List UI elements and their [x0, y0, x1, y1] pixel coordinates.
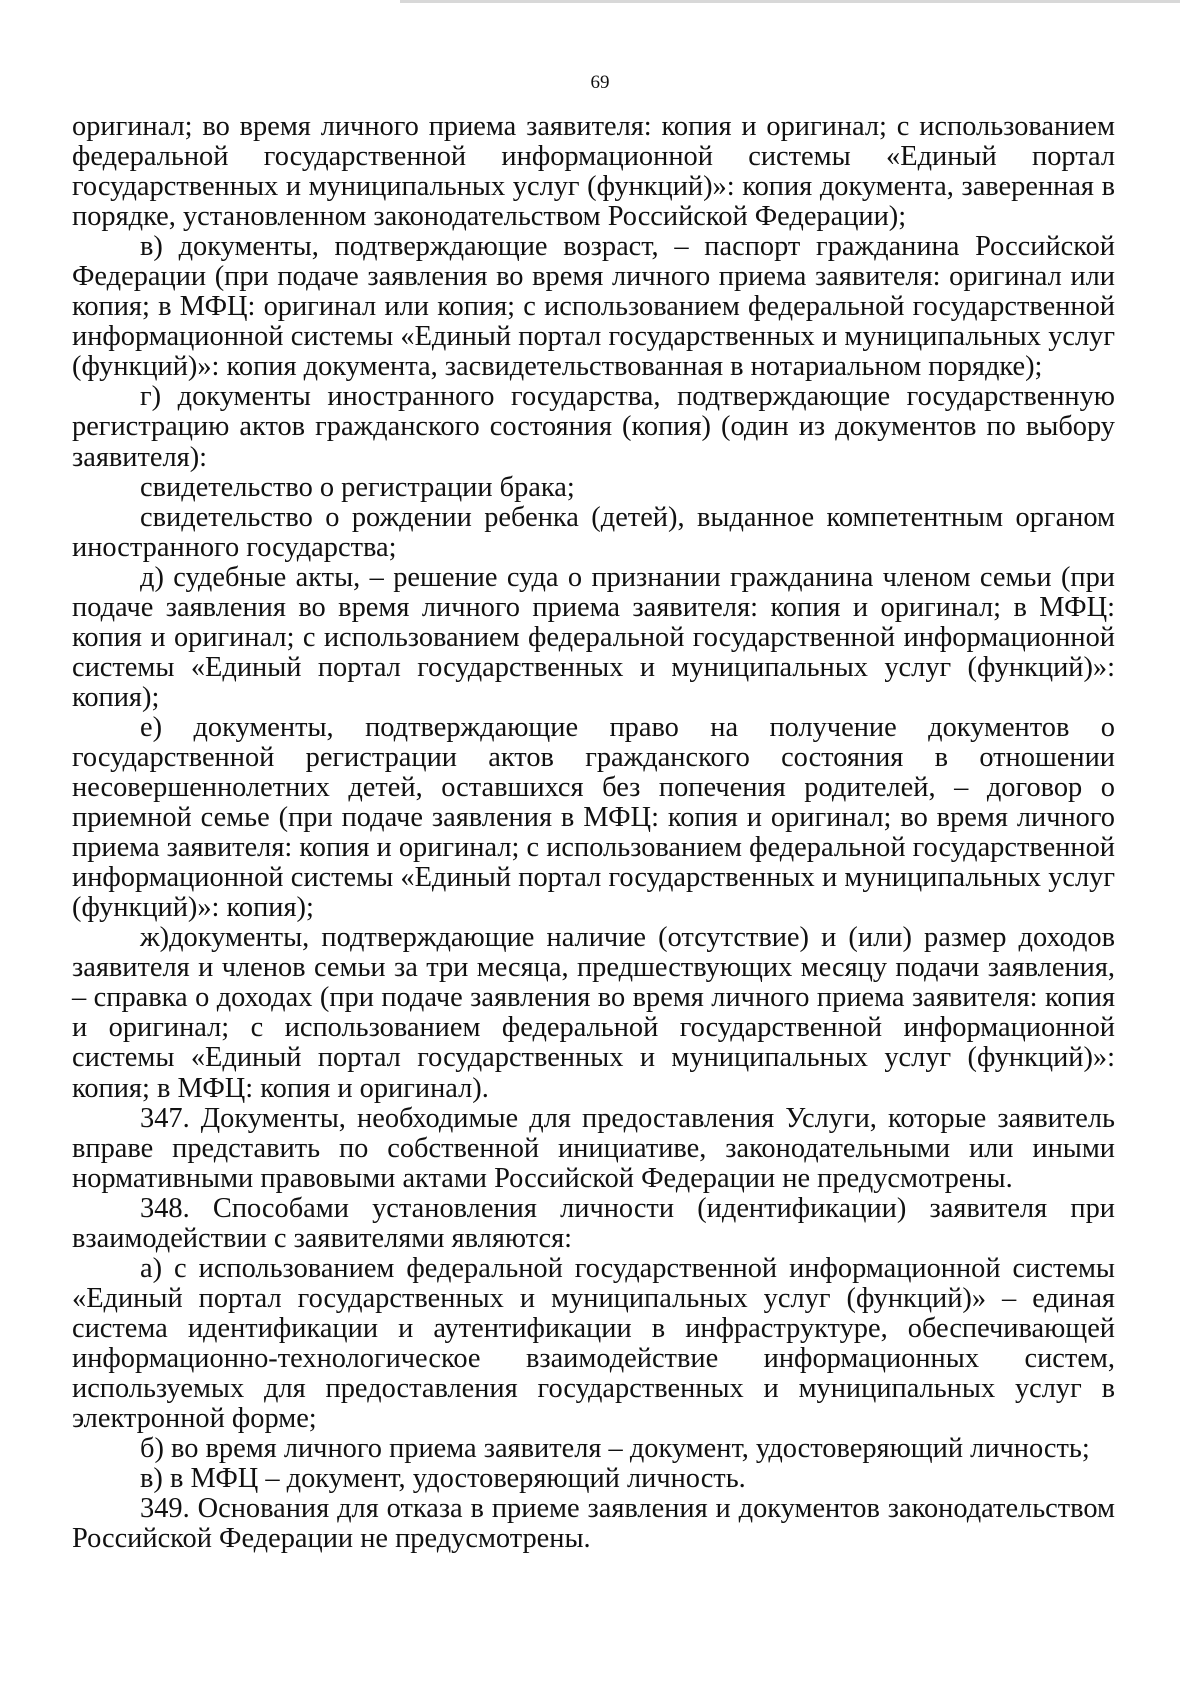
page-number: 69 — [590, 72, 610, 93]
paragraph-marriage-certificate: свидетельство о регистрации брака; — [140, 471, 575, 503]
paragraph-347: 347. Документы, необходимые для предоставления Услуги, которые заявитель вправе представить по собственной инициативе, законодательными или иными нормативными правовыми актами Российской Федерации не предусмотрены. — [72, 1102, 1115, 1194]
paragraph-continuation: оригинал; во время личного приема заявителя: копия и оригинал; с использованием федеральной государственной информационной системы «Единый портал государственных и муниципальных услуг (функций)»: копия документа, заверенная в порядке, установленном законодательством Российской Федерации); — [72, 111, 1115, 233]
paragraph-item-v: в) документы, подтверждающие возраст, – паспорт гражданина Российской Федерации (при подаче заявления во время личного приема заявителя: оригинал или копия; в МФЦ: оригинал или копия; с использованием федеральной государственной информационной системы «Единый портал государственных и муниципальных услуг (функций)»: копия документа, засвидетельствованная в нотариальном порядке); — [72, 231, 1115, 383]
paragraph-348-item-v: в) в МФЦ – документ, удостоверяющий личность. — [140, 1463, 746, 1495]
paragraph-item-e: е) документы, подтверждающие право на получение документов о государственной регистрации актов гражданского состояния в отношении несовершеннолетних детей, оставшихся без попечения родителей, – договор о приемной семье (при подаче заявления в МФЦ: копия и оригинал; во время личного приема заявителя: копия и оригинал; с использованием федеральной государственной информационной системы «Единый портал государственных и муниципальных услуг (функций)»: копия); — [72, 711, 1115, 924]
paragraph-item-zh: ж)документы, подтверждающие наличие (отсутствие) и (или) размер доходов заявителя и членов семьи за три месяца, предшествующих месяцу подачи заявления, – справка о доходах (при подаче заявления во время личного приема заявителя: копия и оригинал; с использованием федеральной государственной информационной системы «Единый портал государственных и муниципальных услуг (функций)»: копия; в МФЦ: копия и оригинал). — [72, 922, 1115, 1104]
paragraph-348: 348. Способами установления личности (идентификации) заявителя при взаимодействии с заявителями являются: — [72, 1192, 1115, 1254]
paragraph-birth-certificate: свидетельство о рождении ребенка (детей), выданное компетентным органом иностранного государства; — [72, 501, 1115, 563]
scan-edge-line — [400, 0, 1180, 3]
paragraph-item-d: д) судебные акты, – решение суда о признании гражданина членом семьи (при подаче заявления во время личного приема заявителя: копия и оригинал; в МФЦ: копия и оригинал; с использованием федеральной государственной информационной системы «Единый портал государственных и муниципальных услуг (функций)»: копия); — [72, 561, 1115, 713]
document-body — [72, 112, 1115, 1554]
paragraph-item-g: г) документы иностранного государства, подтверждающие государственную регистрацию актов гражданского состояния (копия) (один из документов по выбору заявителя): — [72, 381, 1115, 473]
paragraph-348-item-b: б) во время личного приема заявителя – документ, удостоверяющий личность; — [140, 1433, 1090, 1465]
paragraph-349: 349. Основания для отказа в приеме заявления и документов законодательством Российской Федерации не предусмотрены. — [72, 1493, 1115, 1555]
paragraph-348-item-a: а) с использованием федеральной государственной информационной системы «Единый портал государственных и муниципальных услуг (функций)» – единая система идентификации и аутентификации в инфраструктуре, обеспечивающей информационно-технологическое взаимодействие информационных систем, используемых для предоставления государственных и муниципальных услуг в электронной форме; — [72, 1252, 1115, 1435]
